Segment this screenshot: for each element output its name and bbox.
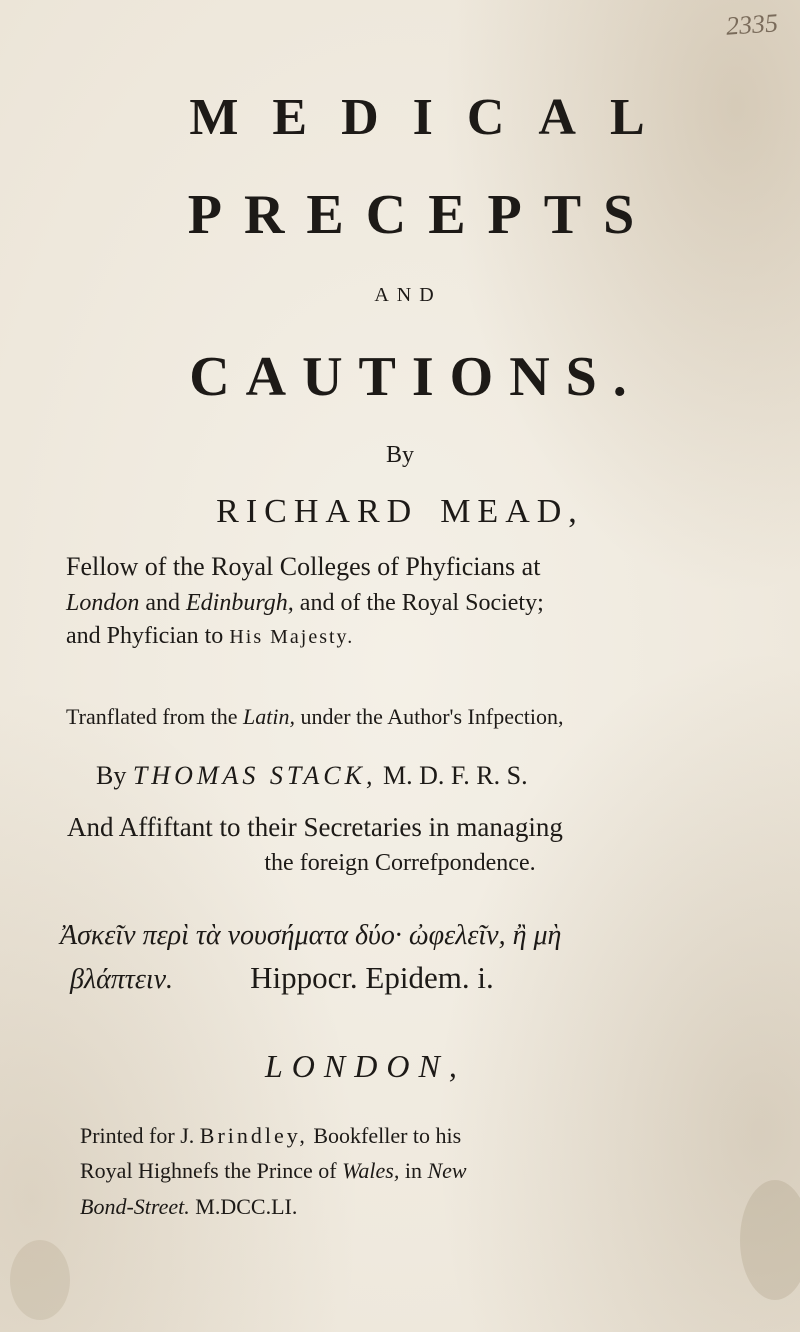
- assistant-line-2: the foreign Correfpondence.: [264, 850, 536, 876]
- epigraph-citation: Hippocr. Epidem. i.: [250, 960, 494, 995]
- credentials-line-3: [66, 623, 786, 650]
- imprint-line-1: [80, 1123, 800, 1149]
- epigraph-greek-line-1: Ἀσκεῖν περὶ τὰ νουσήματα δύο· ὠφελεῖν, ἢ μὴ: [60, 920, 562, 951]
- imprint-street: Bond-Street.: [80, 1194, 190, 1219]
- city-london: London: [66, 590, 140, 616]
- imprint-royal-highness: Royal Highnefs the Prince of: [80, 1158, 337, 1183]
- translator-line: [96, 761, 796, 791]
- imprint-new: New: [427, 1158, 467, 1183]
- paper-stain: [10, 1240, 70, 1320]
- his-majesty: His Majesty.: [229, 626, 355, 648]
- author-name: [0, 493, 800, 531]
- by-label: By: [385, 442, 414, 468]
- author-last-name: MEAD,: [440, 493, 584, 530]
- credentials-line-1: Fellow of the Royal Colleges of Phyficians at: [66, 552, 541, 581]
- royal-society: and of the Royal Society;: [299, 590, 544, 616]
- imprint-line-3: [80, 1194, 800, 1220]
- credentials-line-2: [66, 590, 786, 617]
- physician-to: and Phyfician to: [66, 623, 224, 649]
- epigraph-greek-line-2: βλάπτειν.: [70, 964, 174, 995]
- imprint-printed-for: Printed for J.: [80, 1123, 195, 1148]
- conjunction: and: [145, 590, 181, 616]
- translator-degrees: M. D. F. R. S.: [383, 761, 528, 790]
- imprint-in: in: [404, 1158, 422, 1183]
- translation-language: Latin,: [242, 704, 295, 729]
- translator-by: By: [96, 761, 127, 790]
- imprint-publisher: Brindley,: [199, 1123, 308, 1148]
- translation-pre: Tranflated from the: [66, 704, 238, 729]
- imprint-wales: Wales,: [342, 1158, 400, 1183]
- imprint-bookseller: Bookfeller to his: [313, 1123, 462, 1148]
- translator-name: THOMAS STACK,: [132, 761, 377, 790]
- assistant-line-1: And Affiftant to their Secretaries in managing: [67, 812, 563, 842]
- title-line-medical: MEDICAL: [189, 89, 679, 146]
- translation-post: under the Author's Infpection,: [300, 704, 564, 729]
- title-line-cautions: CAUTIONS.: [189, 346, 643, 408]
- title-line-and: AND: [374, 284, 442, 306]
- translation-note: [66, 704, 786, 730]
- city-edinburgh: Edinburgh,: [186, 590, 294, 616]
- imprint-line-2: [80, 1158, 800, 1184]
- title-line-precepts: PRECEPTS: [187, 184, 657, 246]
- author-first-name: RICHARD: [216, 493, 419, 530]
- epigraph-line-2: [70, 960, 790, 996]
- shelfmark: 2335: [725, 8, 779, 41]
- imprint-city: LONDON,: [265, 1048, 466, 1084]
- imprint-date: M.DCC.LI.: [195, 1194, 298, 1219]
